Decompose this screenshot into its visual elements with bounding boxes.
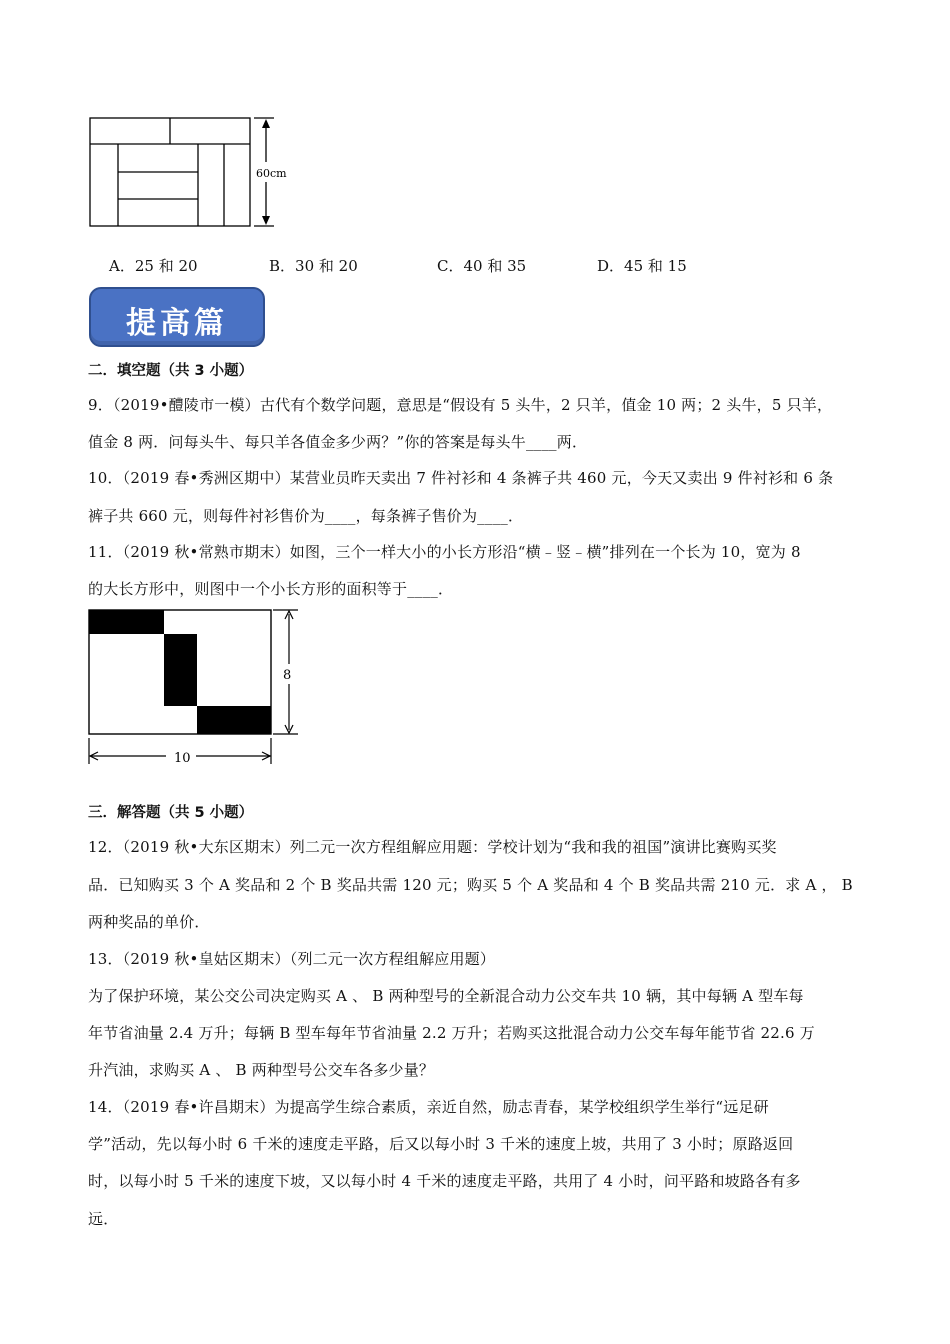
- q14-line4: 远．: [88, 1210, 119, 1228]
- small-rectangle-bottom: [197, 706, 271, 734]
- q14-line3: 时，以每小时 5 千米的速度下坡，又以每小时 4 千米的速度走平路，共用了 4 小时，问平路和坡路各有多: [88, 1172, 801, 1190]
- q13-line1: 13．（2019 秋•皇姑区期末）（列二元一次方程组解应用题）: [88, 950, 496, 968]
- advanced-section-banner: [89, 287, 265, 347]
- q10-line1: 10．（2019 春•秀洲区期中）某营业员昨天卖出 7 件衬衫和 4 条裤子共 460 元，今天又卖出 9 件衬衫和 6 条: [88, 469, 834, 487]
- option-d: D．45 和 15: [597, 257, 687, 275]
- q14-line2: 学”活动，先以每小时 6 千米的速度走平路，后又以每小时 3 千米的速度上坡，共用了 3 小时；原路返回: [88, 1135, 794, 1153]
- q9-line1: 9．（2019•醴陵市一模）古代有个数学问题，意思是“假设有 5 头牛，2 只羊，值金 10 两；2 头牛，5 只羊，: [88, 396, 833, 414]
- q11-line2: 的大长方形中，则图中一个小长方形的面积等于____．: [88, 580, 454, 598]
- small-rectangle-middle: [164, 634, 197, 706]
- section-heading-fill-blank: 二．填空题（共 3 小题）: [88, 363, 254, 379]
- q12-line2: 品．已知购买 3 个 A 奖品和 2 个 B 奖品共需 120 元；购买 5 个 A 奖品和 4 个 B 奖品共需 210 元．求 A ， B: [88, 876, 853, 894]
- dimension-label-60cm: 60cm: [256, 167, 287, 180]
- option-c: C．40 和 35: [437, 257, 527, 275]
- section-heading-solutions: 三．解答题（共 5 小题）: [88, 805, 254, 821]
- q12-line1: 12．（2019 秋•大东区期末）列二元一次方程组解应用题：学校计划为“我和我的祖国”演讲比赛购买奖: [88, 838, 777, 856]
- banner-title: 提高篇: [126, 306, 228, 341]
- q10-line2: 裤子共 660 元，则每件衬衫售价为____，每条裤子售价为____．: [88, 507, 524, 525]
- small-rectangle-top: [89, 610, 164, 634]
- width-label: 10: [174, 751, 191, 766]
- rectangle-arrangement-figure: [88, 112, 328, 232]
- q14-line1: 14．（2019 春•许昌期末）为提高学生综合素质，亲近自然，励志青春，某学校组织学生举行“远足研: [88, 1098, 769, 1116]
- option-a: A．25 和 20: [109, 257, 198, 275]
- q9-line2: 值金 8 两．问每头牛、每只羊各值金多少两？”你的答案是每头牛____两．: [88, 433, 588, 451]
- q11-line1: 11．（2019 秋•常熟市期末）如图，三个一样大小的小长方形沿“横﹣竖﹣横”排列在一个长为 10，宽为 8: [88, 543, 801, 561]
- option-b: B．30 和 20: [269, 257, 358, 275]
- height-label: 8: [283, 668, 292, 683]
- three-rectangles-figure: [86, 606, 306, 771]
- q13-line2: 为了保护环境，某公交公司决定购买 A 、 B 两种型号的全新混合动力公交车共 10 辆，其中每辆 A 型车每: [88, 987, 804, 1005]
- q13-line3: 年节省油量 2.4 万升；每辆 B 型车每年节省油量 2.2 万升；若购买这批混合动力公交车每年能节省 22.6 万: [88, 1024, 815, 1042]
- q13-line4: 升汽油，求购买 A 、 B 两种型号公交车各多少量？: [88, 1061, 435, 1079]
- q12-line3: 两种奖品的单价．: [88, 913, 210, 931]
